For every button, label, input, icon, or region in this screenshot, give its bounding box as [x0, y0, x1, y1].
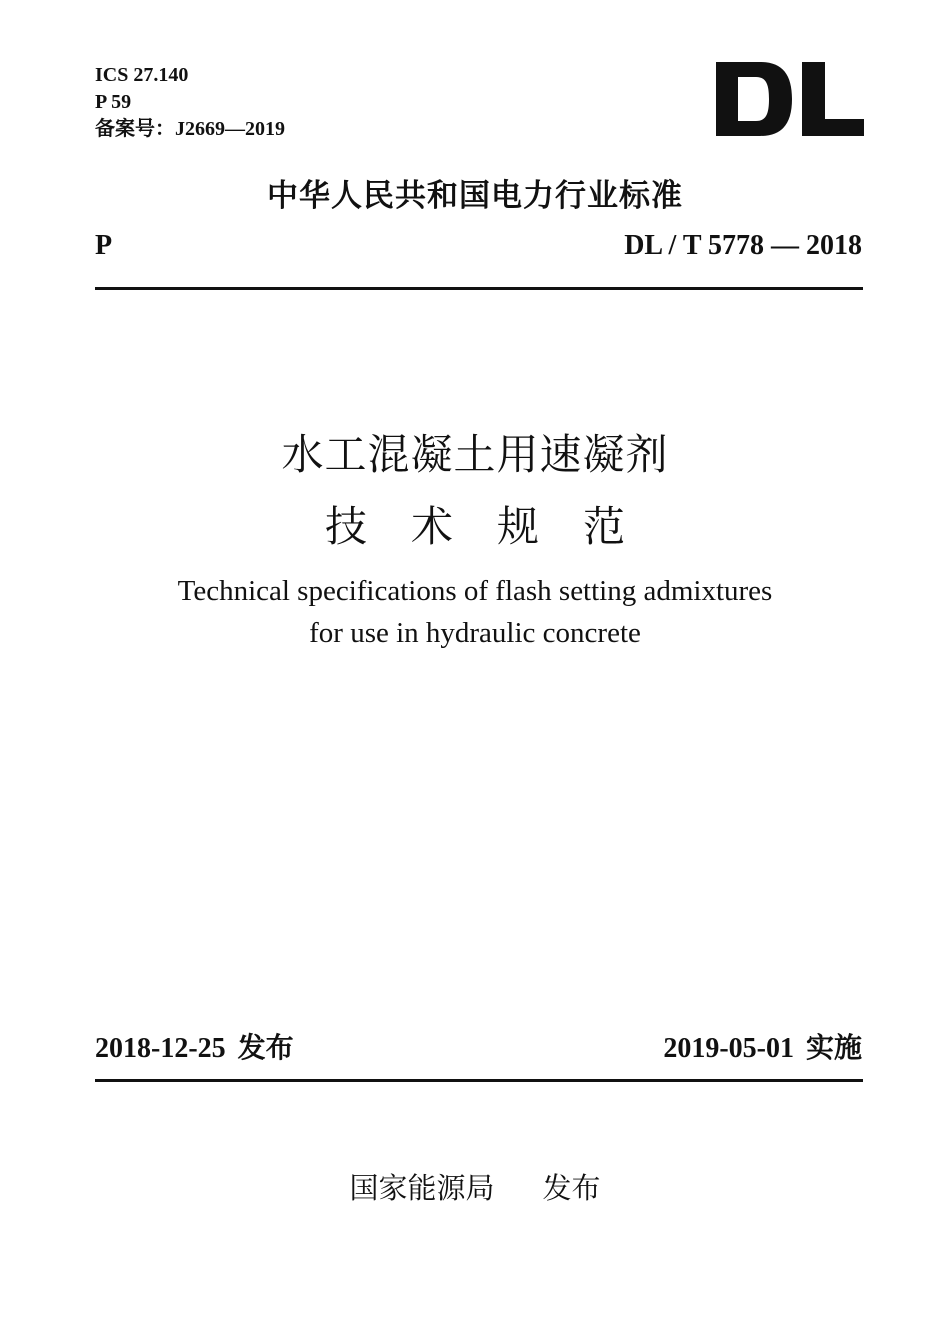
english-title [0, 570, 950, 654]
standard-category-title: 中华人民共和国电力行业标准 [267, 178, 683, 214]
implementation-label: 实施 [805, 1031, 862, 1064]
classification-letter: P [95, 230, 113, 261]
issue-label: 发布 [237, 1031, 294, 1064]
bottom-rule [95, 1079, 863, 1082]
standard-number: DL / T 5778 — 2018 [624, 230, 862, 261]
logo-letter-l [802, 62, 864, 136]
english-title-line-2: for use in hydraulic concrete [309, 617, 641, 649]
issue-date-block [95, 1026, 294, 1066]
publisher-verb: 发布 [542, 1171, 601, 1205]
record-number: 备案号：J2669—2019 [95, 118, 285, 140]
metadata-block [95, 62, 285, 143]
class-code: P 59 [95, 91, 132, 113]
chinese-title-line-2: 技术规范 [324, 502, 669, 551]
top-rule [95, 287, 863, 290]
publisher-name: 国家能源局 [349, 1171, 495, 1205]
implementation-date: 2019-05-01 [663, 1033, 794, 1064]
dl-logo [716, 62, 864, 136]
logo-letter-d [716, 62, 792, 136]
issue-date: 2018-12-25 [95, 1033, 226, 1064]
implementation-date-block [663, 1026, 862, 1066]
publisher-line [0, 1166, 950, 1207]
chinese-title-line-1: 水工混凝土用速凝剂 [281, 430, 669, 479]
ics-code: ICS 27.140 [95, 64, 189, 86]
english-title-line-1: Technical specifications of flash setting admixtures [177, 575, 773, 607]
